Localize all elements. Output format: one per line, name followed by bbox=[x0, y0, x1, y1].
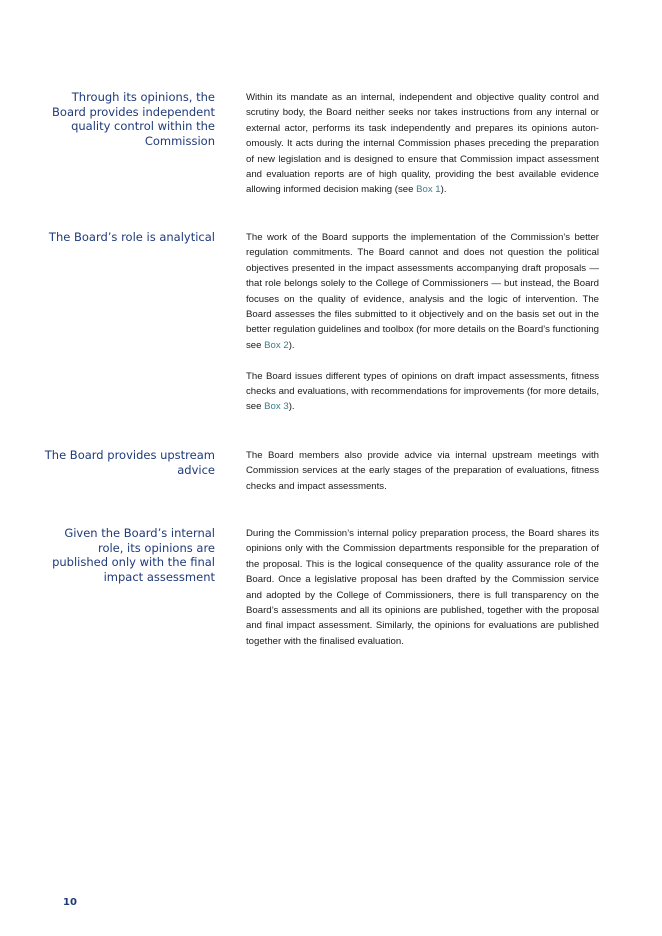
side-heading-analytical-role: The Board’s role is analytical bbox=[48, 230, 215, 244]
paragraph bbox=[246, 230, 599, 353]
side-heading-upstream-advice: The Board provides upstream advice bbox=[44, 448, 215, 477]
paragraph-text-end: ). bbox=[440, 184, 447, 196]
box-2-reference-link[interactable]: Box 2 bbox=[264, 339, 289, 351]
paragraph bbox=[246, 369, 599, 415]
paragraph bbox=[246, 526, 599, 649]
box-3-reference-link[interactable]: Box 3 bbox=[264, 401, 289, 413]
paragraph bbox=[246, 448, 599, 494]
paragraph-text: Within its mandate as an internal, independent and objective quality control and scrutiny body, the Board neither seeks nor takes instructions from any internal or external actor, performs its task independently and prepares its opinions autonomously. It acts during the internal Commission phases preceding the preparation of new legislation and is designed to ensure that Commission impact assessment and evaluation reports are of high quality, providing the best available evidence allowing informed decision making (see bbox=[246, 92, 599, 196]
paragraph-text: During the Commission’s internal policy preparation process, the Board shares its opinions only with the Commission departments responsible for the preparation of the proposal. This is the logical consequence of the quality assurance role of the Board. Once a legislative proposal has been drafted by the Commission service and adopted by the College of Commissioners, there is full transparency on the Board’s assessments and all its opinions are published, together with the proposal and final impact assessment. Similarly, the opinions for evaluations are published together with the finalised evaluation. bbox=[246, 528, 599, 647]
side-heading-quality-control: Through its opinions, the Board provides independent quality control within the Commission bbox=[52, 90, 215, 148]
paragraph bbox=[246, 90, 599, 198]
paragraph-text: The Board issues different types of opinions on draft impact assessments, fitness checks and evaluations, with recommendations for improvements (for more details, see bbox=[246, 370, 599, 413]
paragraph-text: The work of the Board supports the implementation of the Commission’s better regulation commitments. The Board cannot and does not question the political objectives presented in the impact assessments accompanying draft proposals — that role belongs solely to the College of Commissioners — but instead, the Board focuses on the quality of evidence, analysis and the logic of intervention. The Board assesses the files submitted to it objectively and on the basis set out in the better regulation guidelines and toolbox (for more details on the Board’s functioning see bbox=[246, 232, 599, 351]
section-body-quality-control bbox=[246, 90, 599, 198]
section-body-upstream-advice bbox=[246, 448, 599, 494]
paragraph-text-end: ). bbox=[288, 339, 295, 351]
section-body-publication bbox=[246, 526, 599, 649]
side-heading-publication: Given the Board’s internal role, its opinions are published only with the final impact assessment bbox=[52, 526, 215, 584]
paragraph-text-end: ). bbox=[288, 401, 295, 413]
page-number: 10 bbox=[63, 897, 77, 908]
box-1-reference-link[interactable]: Box 1 bbox=[416, 184, 441, 196]
section-body-analytical-role bbox=[246, 230, 599, 415]
paragraph-text: The Board members also provide advice via internal upstream meetings with Commission services at the early stages of the preparation of evaluations, fitness checks and impact assessments. bbox=[246, 450, 599, 492]
